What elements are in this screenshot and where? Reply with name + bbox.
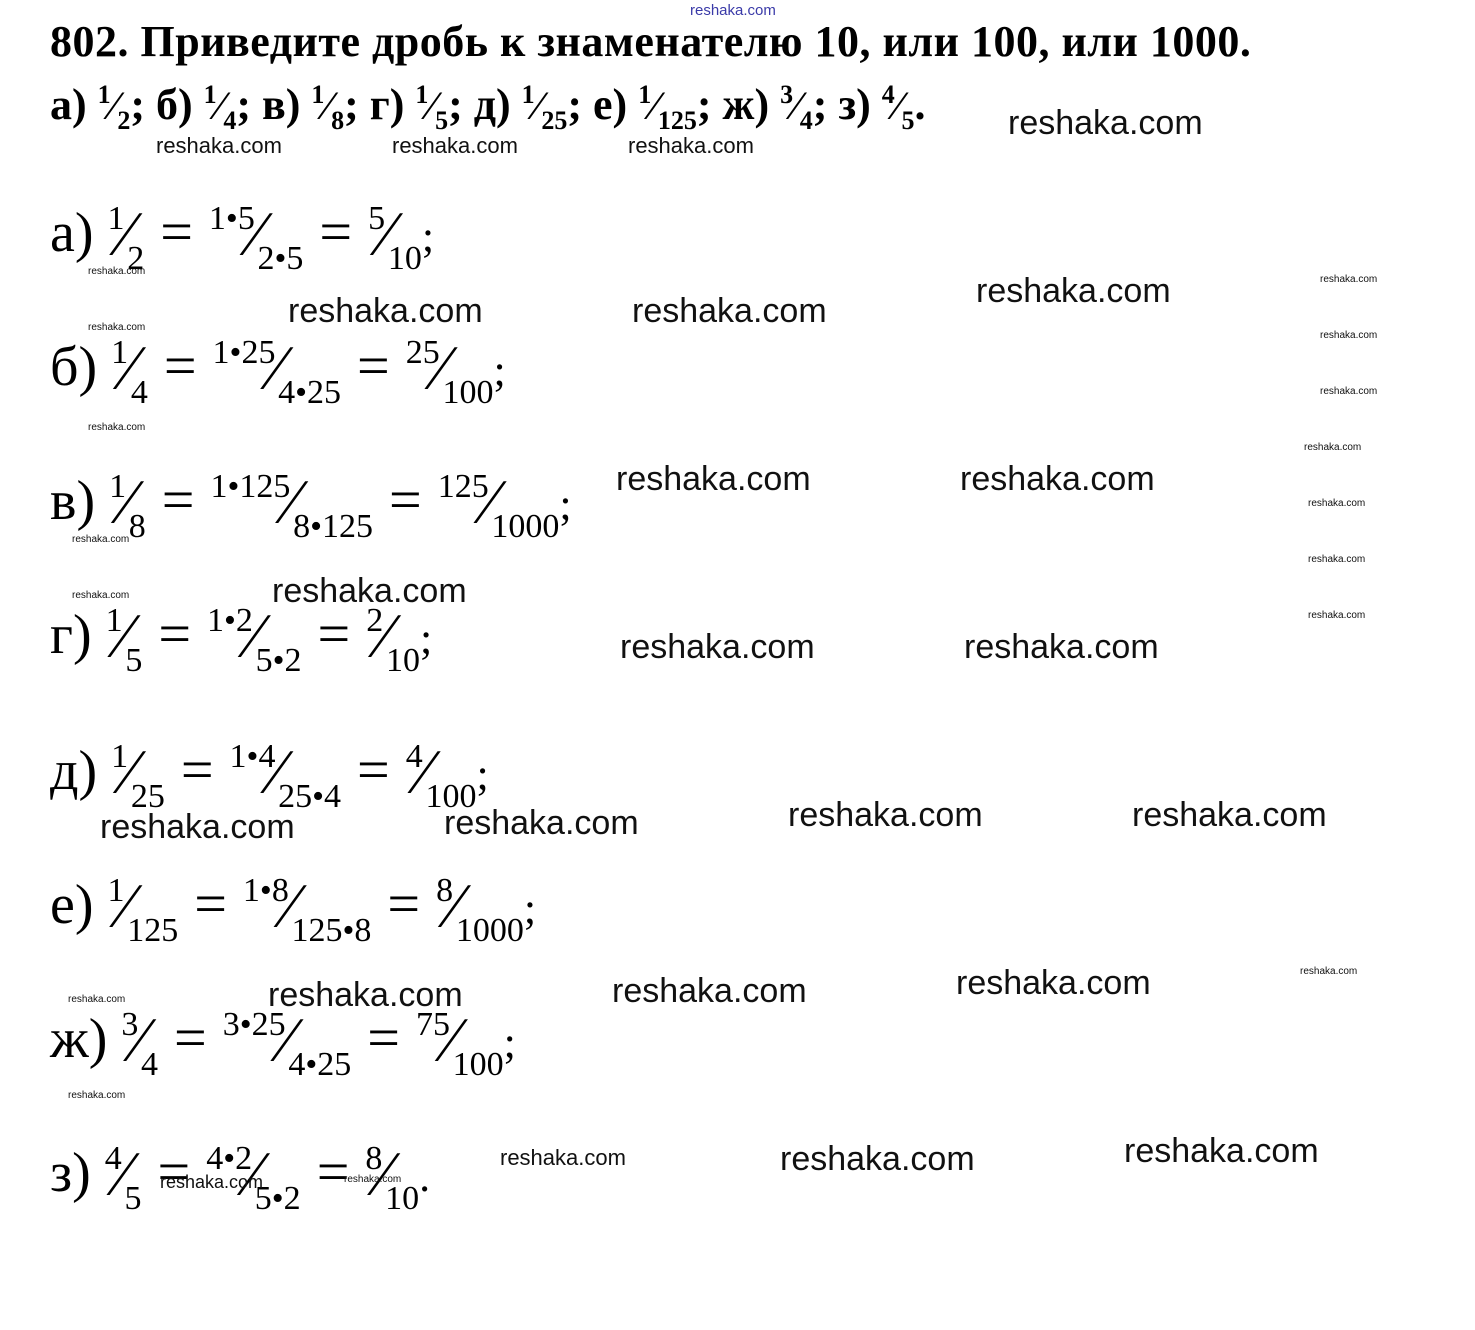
equals-sign: = [319, 199, 353, 264]
row-terminator: ; [419, 614, 433, 663]
denominator: 10 [385, 1180, 420, 1217]
task-label: е) [593, 80, 628, 129]
fraction-slash: ⁄ [118, 600, 130, 671]
task-numerator: 1 [638, 80, 652, 109]
task-label: б) [156, 80, 193, 129]
task-numerator: 1 [521, 80, 535, 109]
equals-sign: = [158, 601, 192, 666]
watermark: reshaka.com [628, 133, 754, 158]
fraction-slash: ⁄ [120, 870, 132, 941]
task-label: г) [369, 80, 405, 129]
task-numerator: 1 [203, 80, 217, 109]
solution-row-zh [50, 1004, 516, 1082]
fraction [105, 1138, 142, 1216]
fraction [106, 600, 143, 678]
fraction [406, 736, 477, 814]
watermark: reshaka.com [392, 133, 518, 158]
watermark: reshaka.com [976, 272, 1171, 310]
numerator: 1•5 [208, 200, 255, 237]
watermark: reshaka.com [68, 1090, 126, 1101]
numerator: 1 [107, 872, 125, 909]
equals-sign: = [387, 871, 421, 936]
watermark: reshaka.com [100, 808, 295, 846]
solution-label: в) [50, 470, 96, 532]
solution-row-b [50, 332, 506, 410]
fraction [243, 870, 372, 948]
task-separator: ; [812, 80, 828, 129]
task-separator: . [914, 80, 926, 129]
denominator: 1000 [491, 508, 560, 545]
fraction [213, 332, 342, 410]
fraction [230, 736, 342, 814]
task-numerator: 3 [780, 80, 794, 109]
fraction-slash: ⁄ [534, 83, 542, 128]
watermark: reshaka.com [620, 628, 815, 666]
fraction [416, 1004, 504, 1082]
task-denominator: 4 [223, 106, 237, 135]
equals-sign: = [316, 1139, 350, 1204]
watermark: reshaka.com [1308, 498, 1366, 509]
denominator: 4•25 [278, 374, 342, 411]
fraction-slash: ⁄ [286, 466, 298, 537]
fraction-slash: ⁄ [651, 83, 658, 128]
denominator: 2 [127, 240, 145, 277]
denominator: 5•2 [254, 1180, 301, 1217]
numerator: 4 [405, 738, 423, 775]
row-terminator: . [419, 1152, 431, 1201]
fraction [366, 600, 420, 678]
denominator: 25 [130, 778, 165, 815]
fraction-slash: ⁄ [445, 1004, 457, 1075]
numerator: 1 [111, 334, 129, 371]
watermark: reshaka.com [960, 460, 1155, 498]
equals-sign: = [161, 467, 195, 532]
watermark: reshaka.com [612, 972, 807, 1010]
equals-sign: = [357, 737, 390, 802]
denominator: 4 [130, 374, 148, 411]
equals-sign: = [174, 1005, 207, 1070]
fraction-slash: ⁄ [894, 83, 902, 128]
fraction [111, 736, 165, 814]
watermark: reshaka.com [444, 804, 639, 842]
denominator: 4•25 [288, 1046, 352, 1083]
equals-sign: = [194, 871, 227, 936]
watermark: reshaka.com [344, 1174, 402, 1185]
fraction-slash: ⁄ [428, 83, 436, 128]
fraction-slash: ⁄ [117, 1138, 129, 1209]
fraction-slash: ⁄ [281, 1004, 293, 1075]
equals-sign: = [367, 1005, 400, 1070]
solution-label: а) [50, 202, 94, 264]
task-denominator: 5 [901, 106, 915, 135]
fraction [406, 332, 494, 410]
numerator: 1•4 [229, 738, 276, 775]
watermark: reshaka.com [500, 1145, 626, 1170]
solution-row-e [50, 870, 536, 948]
task-list [50, 82, 925, 134]
fraction-slash: ⁄ [248, 600, 260, 671]
task-separator: ; [344, 80, 359, 129]
denominator: 10 [385, 642, 420, 679]
fraction [211, 466, 374, 544]
fraction-slash: ⁄ [248, 1138, 259, 1209]
denominator: 25•4 [278, 778, 342, 815]
equals-sign: = [389, 467, 422, 532]
problem-title: 802. Приведите дробь к знаменателю 10, или 100, или 1000. [50, 17, 1252, 66]
fraction [207, 600, 302, 678]
fraction [108, 870, 179, 948]
denominator: 100 [442, 374, 494, 411]
fraction-slash: ⁄ [271, 736, 283, 807]
watermark: reshaka.com [288, 292, 483, 330]
fraction-slash: ⁄ [110, 83, 118, 128]
fraction-slash: ⁄ [435, 332, 447, 403]
numerator: 1 [107, 200, 125, 237]
task-label: в) [262, 80, 301, 129]
watermark: reshaka.com [156, 133, 282, 158]
watermark: reshaka.com [1008, 104, 1203, 142]
solution-label: г) [50, 604, 92, 666]
fraction-slash: ⁄ [793, 83, 800, 128]
task-denominator: 125 [657, 106, 697, 135]
denominator: 100 [452, 1046, 504, 1083]
equals-sign: = [317, 601, 351, 666]
fraction-slash: ⁄ [124, 736, 135, 807]
task-separator: ; [448, 80, 463, 129]
watermark: reshaka.com [88, 322, 146, 333]
equals-sign: = [163, 333, 197, 398]
watermark: reshaka.com [1320, 274, 1378, 285]
watermark: reshaka.com [1304, 442, 1362, 453]
denominator: 8•125 [293, 508, 373, 545]
task-separator: ; [567, 80, 583, 129]
fraction [223, 1004, 352, 1082]
fraction-slash: ⁄ [124, 332, 135, 403]
fraction-slash: ⁄ [271, 332, 283, 403]
watermark: reshaka.com [160, 1172, 264, 1192]
task-denominator: 25 [541, 106, 568, 135]
denominator: 10 [387, 240, 422, 277]
denominator: 5 [125, 642, 143, 679]
numerator: 3 [121, 1006, 139, 1043]
fraction-slash: ⁄ [120, 198, 132, 269]
denominator: 1000 [455, 912, 524, 949]
fraction [109, 466, 146, 544]
denominator: 5 [124, 1180, 142, 1217]
denominator: 8 [128, 508, 146, 545]
numerator: 1 [105, 602, 123, 639]
fraction-slash: ⁄ [122, 466, 133, 537]
fraction-slash: ⁄ [379, 600, 390, 671]
solution-row-v [50, 466, 572, 544]
solution-label: з) [50, 1142, 91, 1204]
numerator: 8 [436, 872, 454, 909]
fraction [436, 870, 524, 948]
watermark: reshaka.com [1300, 966, 1358, 977]
fraction-slash: ⁄ [449, 870, 460, 941]
numerator: 1•125 [210, 468, 291, 505]
fraction [209, 198, 304, 276]
fraction-slash: ⁄ [324, 83, 332, 128]
row-terminator: ; [523, 884, 537, 933]
watermark: reshaka.com [1124, 1132, 1319, 1170]
fraction-slash: ⁄ [216, 83, 224, 128]
solution-label: е) [50, 874, 94, 936]
task-denominator: 5 [435, 106, 449, 135]
watermark-top: reshaka.com [690, 2, 776, 19]
row-terminator: ; [559, 480, 572, 529]
fraction-slash: ⁄ [418, 736, 430, 807]
numerator: 1 [111, 738, 129, 775]
numerator: 1•25 [212, 334, 276, 371]
numerator: 3•25 [222, 1006, 286, 1043]
numerator: 4•2 [206, 1140, 253, 1177]
solution-row-g [50, 600, 432, 678]
numerator: 1•8 [242, 872, 289, 909]
task-label: д) [473, 80, 511, 129]
watermark: reshaka.com [72, 534, 130, 545]
equals-sign: = [180, 737, 214, 802]
denominator: 4 [141, 1046, 159, 1083]
equals-sign: = [160, 199, 193, 264]
task-numerator: 4 [881, 80, 895, 109]
solution-label: ж) [50, 1008, 108, 1070]
denominator: 5•2 [255, 642, 302, 679]
numerator: 1 [109, 468, 127, 505]
numerator: 125 [437, 468, 489, 505]
watermark: reshaka.com [272, 572, 467, 610]
watermark: reshaka.com [964, 628, 1159, 666]
watermark: reshaka.com [268, 976, 463, 1014]
fraction-slash: ⁄ [250, 198, 262, 269]
denominator: 2•5 [257, 240, 304, 277]
solution-label: б) [50, 336, 98, 398]
fraction-slash: ⁄ [484, 466, 496, 537]
numerator: 5 [368, 200, 386, 237]
numerator: 1•2 [207, 602, 253, 639]
task-denominator: 8 [331, 106, 345, 135]
fraction [368, 198, 422, 276]
fraction [111, 332, 148, 410]
solution-row-a [50, 198, 434, 276]
fraction-slash: ⁄ [381, 198, 392, 269]
fraction-slash: ⁄ [378, 1138, 390, 1209]
task-separator: ; [696, 80, 712, 129]
numerator: 75 [415, 1006, 450, 1043]
solution-label: д) [50, 740, 98, 802]
task-numerator: 1 [415, 80, 429, 109]
task-separator: ; [236, 80, 251, 129]
watermark: reshaka.com [956, 964, 1151, 1002]
watermark: reshaka.com [780, 1140, 975, 1178]
watermark: reshaka.com [72, 590, 130, 601]
fraction [438, 466, 560, 544]
equals-sign: = [357, 333, 390, 398]
task-label: ж) [722, 80, 770, 129]
numerator: 25 [405, 334, 440, 371]
watermark: reshaka.com [1320, 330, 1378, 341]
watermark: reshaka.com [788, 796, 983, 834]
row-terminator: ; [503, 1018, 516, 1067]
row-terminator: ; [476, 750, 489, 799]
denominator: 125•8 [291, 912, 372, 949]
task-denominator: 4 [799, 106, 813, 135]
fraction-slash: ⁄ [284, 870, 296, 941]
task-separator: ; [130, 80, 145, 129]
watermark: reshaka.com [1132, 796, 1327, 834]
row-terminator: ; [421, 212, 435, 261]
watermark: reshaka.com [88, 422, 146, 433]
watermark: reshaka.com [616, 460, 811, 498]
watermark: reshaka.com [632, 292, 827, 330]
task-label: а) [50, 80, 87, 129]
task-label: з) [838, 80, 871, 129]
task-numerator: 1 [97, 80, 111, 109]
fraction [108, 198, 145, 276]
solution-row-d [50, 736, 489, 814]
watermark: reshaka.com [1308, 554, 1366, 565]
watermark: reshaka.com [1308, 610, 1366, 621]
denominator: 125 [127, 912, 179, 949]
numerator: 4 [104, 1140, 122, 1177]
task-numerator: 1 [311, 80, 325, 109]
equals-sign: = [157, 1139, 191, 1204]
watermark: reshaka.com [1320, 386, 1378, 397]
numerator: 8 [365, 1140, 383, 1177]
fraction [121, 1004, 158, 1082]
watermark: reshaka.com [88, 266, 146, 277]
watermark: reshaka.com [68, 994, 126, 1005]
row-terminator: ; [493, 346, 506, 395]
numerator: 2 [366, 602, 384, 639]
task-denominator: 2 [117, 106, 131, 135]
denominator: 100 [425, 778, 477, 815]
fraction-slash: ⁄ [134, 1004, 146, 1075]
